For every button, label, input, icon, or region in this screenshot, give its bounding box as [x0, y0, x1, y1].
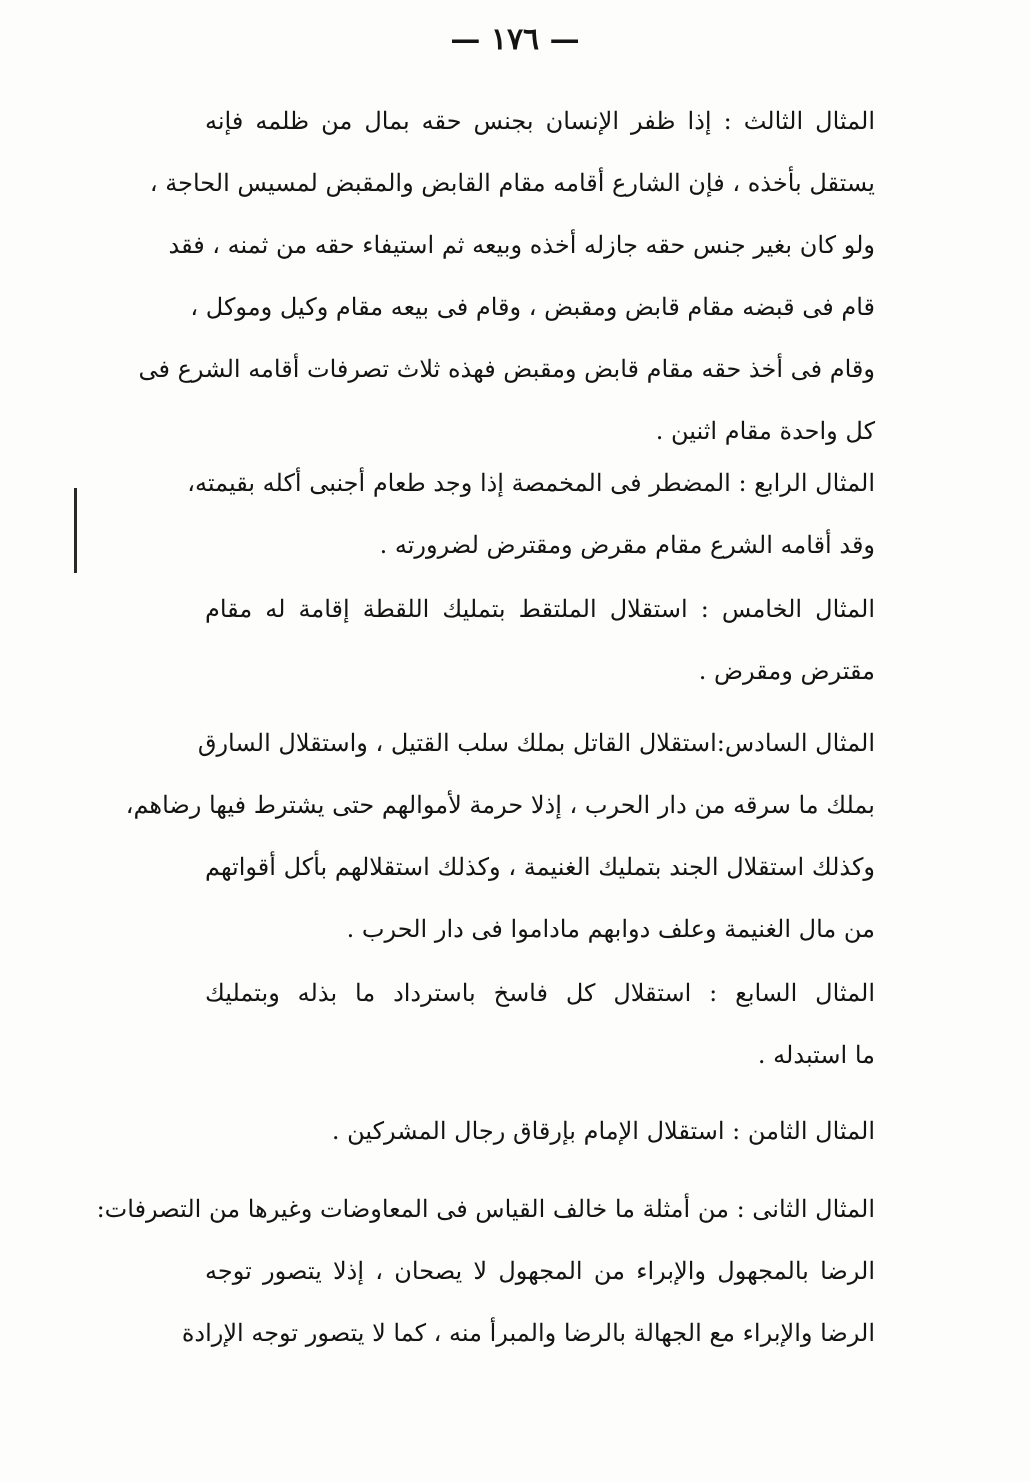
- text-line: المثال الثالث : إذا ظفر الإنسان بجنس حقه بمال من ظلمه فإنه: [205, 107, 875, 135]
- text-line: المثال السادس:استقلال القاتل بملك سلب القتيل ، واستقلال السارق: [197, 729, 875, 757]
- text-line: وقام فى أخذ حقه مقام قابض ومقبض فهذه ثلاث تصرفات أقامه الشرع فى: [138, 355, 875, 383]
- text-line: بملك ما سرقه من دار الحرب ، إذلا حرمة لأموالهم حتى يشترط فيها رضاهم،: [125, 791, 875, 819]
- text-line: قام فى قبضه مقام قابض ومقبض ، وقام فى بيعه مقام وكيل وموكل ،: [190, 293, 875, 321]
- text-line: كل واحدة مقام اثنين .: [655, 417, 875, 445]
- text-line: المثال الخامس : استقلال الملتقط بتمليك اللقطة إقامة له مقام: [205, 595, 875, 623]
- text-line: من مال الغنيمة وعلف دوابهم ماداموا فى دار الحرب .: [346, 915, 875, 943]
- text-line: المثال الثانى : من أمثلة ما خالف القياس فى المعاوضات وغيرها من التصرفات:: [96, 1195, 875, 1223]
- margin-mark: [74, 488, 77, 573]
- paragraph-example-seven: [205, 962, 875, 1086]
- text-line: المثال الثامن : استقلال الإمام بإرقاق رجال المشركين .: [331, 1117, 875, 1145]
- text-line: المثال السابع : استقلال كل فاسخ باسترداد ما بذله وبتمليك: [205, 979, 875, 1007]
- text-line: وكذلك استقلال الجند بتمليك الغنيمة ، وكذلك استقلالهم بأكل أقواتهم: [205, 853, 875, 881]
- paragraph-example-three: [138, 90, 875, 462]
- text-line: مقترض ومقرض .: [698, 657, 875, 685]
- text-line: الرضا والإبراء مع الجهالة بالرضا والمبرأ منه ، كما لا يتصور توجه الإرادة: [181, 1319, 875, 1347]
- text-line: المثال الرابع : المضطر فى المخمصة إذا وجد طعام أجنبى أكله بقيمته،: [187, 469, 875, 497]
- text-line: ولو كان بغير جنس حقه جازله أخذه وبيعه ثم استيفاء حقه من ثمنه ، فقد: [168, 231, 875, 259]
- paragraph-example-eight: [205, 1100, 875, 1162]
- text-line: وقد أقامه الشرع مقام مقرض ومقترض لضرورته .: [379, 531, 875, 559]
- paragraph-example-five: [205, 578, 875, 702]
- paragraph-example-four: [187, 452, 875, 576]
- text-line: يستقل بأخذه ، فإن الشارع أقامه مقام القابض والمقبض لمسيس الحاجة ،: [149, 169, 875, 197]
- page-number: — ١٧٦ —: [450, 22, 580, 57]
- paragraph-example-six: [125, 712, 875, 960]
- paragraph-second-example: [96, 1178, 875, 1364]
- text-line: الرضا بالمجهول والإبراء من المجهول لا يصحان ، إذلا يتصور توجه: [205, 1257, 875, 1285]
- text-line: ما استبدله .: [757, 1041, 875, 1069]
